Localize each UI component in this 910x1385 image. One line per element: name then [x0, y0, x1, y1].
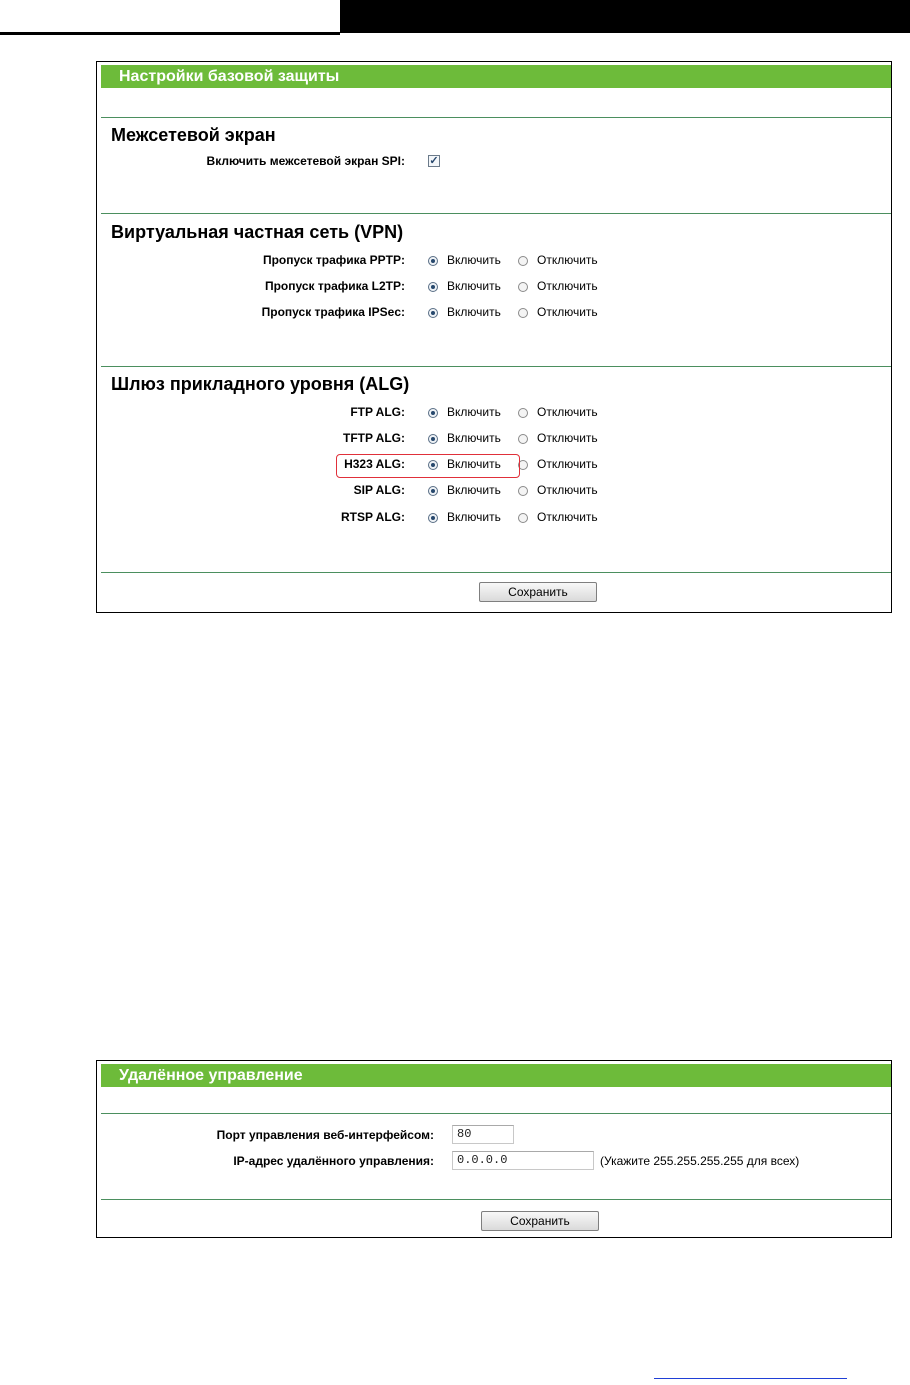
remote-ip-hint: (Укажите 255.255.255.255 для всех) — [600, 1154, 800, 1168]
ipsec-enable-radio[interactable] — [428, 308, 438, 318]
rtsp-alg-disable-label[interactable]: Отключить — [537, 510, 598, 524]
tftp-alg-enable-radio[interactable] — [428, 434, 438, 444]
sip-alg-label: SIP ALG: — [353, 483, 405, 497]
alg-heading: Шлюз прикладного уровня (ALG) — [111, 374, 410, 394]
l2tp-label: Пропуск трафика L2TP: — [264, 279, 405, 293]
web-port-label: Порт управления веб-интерфейсом: — [216, 1128, 434, 1142]
h323-highlight-box — [336, 454, 520, 478]
ftp-alg-enable-label[interactable]: Включить — [447, 405, 501, 419]
page-header-rule — [0, 32, 340, 35]
rtsp-alg-enable-label[interactable]: Включить — [447, 510, 501, 524]
ipsec-enable-label[interactable]: Включить — [447, 305, 501, 319]
l2tp-disable-label[interactable]: Отключить — [537, 279, 598, 293]
spi-checkbox[interactable]: ✓ — [429, 155, 439, 167]
sip-alg-enable-label[interactable]: Включить — [447, 483, 501, 497]
divider — [101, 1199, 891, 1200]
footer-link-underline[interactable] — [654, 1378, 847, 1379]
pptp-disable-radio[interactable] — [518, 256, 528, 266]
remote-management-panel — [96, 1060, 892, 1238]
rtsp-alg-enable-radio[interactable] — [428, 513, 438, 523]
remote-save-button[interactable]: Сохранить — [481, 1211, 599, 1231]
h323-alg-label: H323 ALG: — [344, 457, 405, 471]
remote-ip-label: IP-адрес удалённого управления: — [233, 1154, 434, 1168]
security-save-button[interactable]: Сохранить — [479, 582, 597, 602]
ftp-alg-disable-label[interactable]: Отключить — [537, 405, 598, 419]
l2tp-enable-label[interactable]: Включить — [447, 279, 501, 293]
web-port-input[interactable]: 80 — [452, 1125, 514, 1144]
rtsp-alg-label: RTSP ALG: — [340, 510, 405, 524]
pptp-enable-radio[interactable] — [428, 256, 438, 266]
basic-security-title: Настройки базовой защиты — [101, 65, 891, 88]
ftp-alg-label: FTP ALG: — [350, 405, 405, 419]
ftp-alg-disable-radio[interactable] — [518, 408, 528, 418]
divider — [101, 1113, 891, 1114]
tftp-alg-enable-label[interactable]: Включить — [447, 431, 501, 445]
pptp-enable-label[interactable]: Включить — [447, 253, 501, 267]
sip-alg-enable-radio[interactable] — [428, 486, 438, 496]
tftp-alg-disable-label[interactable]: Отключить — [537, 431, 598, 445]
rtsp-alg-disable-radio[interactable] — [518, 513, 528, 523]
h323-alg-enable-label[interactable]: Включить — [447, 457, 501, 471]
l2tp-enable-radio[interactable] — [428, 282, 438, 292]
ftp-alg-enable-radio[interactable] — [428, 408, 438, 418]
sip-alg-disable-label[interactable]: Отключить — [537, 483, 598, 497]
remote-ip-input[interactable]: 0.0.0.0 — [452, 1151, 594, 1170]
sip-alg-disable-radio[interactable] — [518, 486, 528, 496]
divider — [101, 213, 891, 214]
firewall-heading: Межсетевой экран — [111, 125, 276, 145]
ipsec-disable-label[interactable]: Отключить — [537, 305, 598, 319]
ipsec-disable-radio[interactable] — [518, 308, 528, 318]
vpn-heading: Виртуальная частная сеть (VPN) — [111, 222, 404, 242]
pptp-disable-label[interactable]: Отключить — [537, 253, 598, 267]
divider — [101, 117, 891, 118]
h323-alg-disable-label[interactable]: Отключить — [537, 457, 598, 471]
divider — [101, 366, 891, 367]
pptp-label: Пропуск трафика PPTP: — [262, 253, 405, 267]
divider — [101, 572, 891, 573]
ipsec-label: Пропуск трафика IPSec: — [261, 305, 405, 319]
basic-security-panel — [96, 61, 892, 613]
remote-management-title: Удалённое управление — [101, 1064, 891, 1087]
l2tp-disable-radio[interactable] — [518, 282, 528, 292]
page-header-bar — [340, 0, 910, 33]
spi-label: Включить межсетевой экран SPI: — [206, 154, 405, 168]
tftp-alg-label: TFTP ALG: — [343, 431, 405, 445]
tftp-alg-disable-radio[interactable] — [518, 434, 528, 444]
